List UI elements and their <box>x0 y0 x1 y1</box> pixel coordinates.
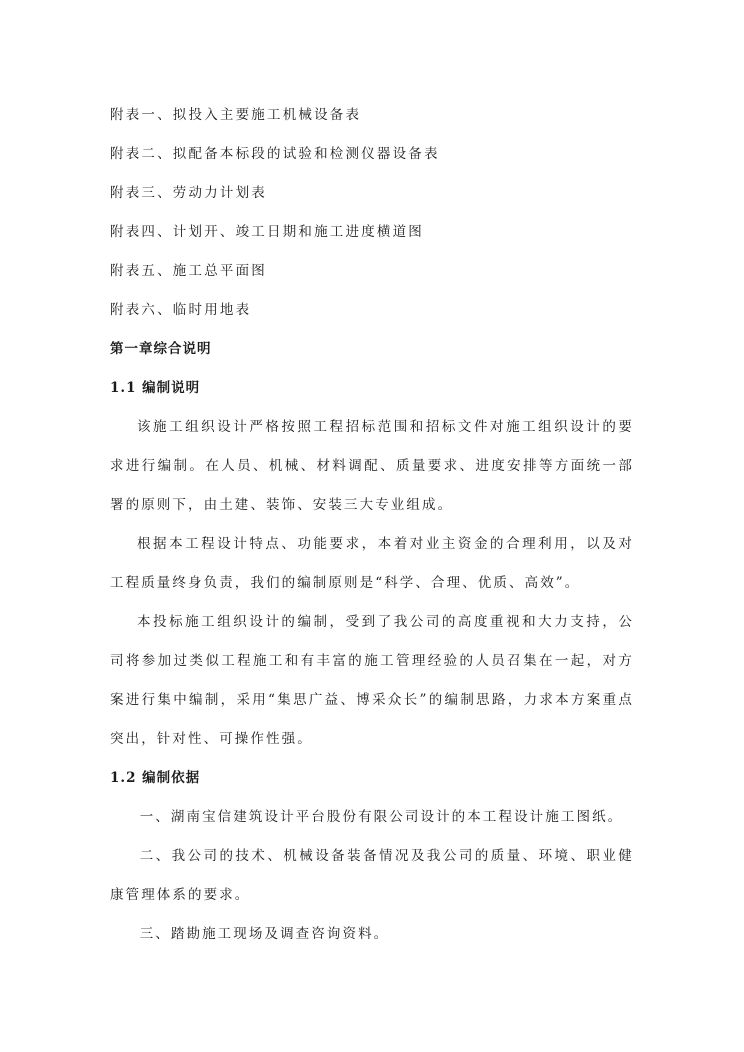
appendix-item-5: 附表五、施工总平面图 <box>110 263 267 279</box>
section-1-1-paragraph-1: 该施工组织设计严格按照工程招标范围和招标文件对施工组织设计的要求进行编制。在人员、机械、材料调配、质量要求、进度安排等方面统一部署的原则下，由土建、装饰、安装三大专业组成。 <box>110 419 634 513</box>
appendix-item-1: 附表一、拟投入主要施工机械设备表 <box>110 107 362 123</box>
appendix-item-3: 附表三、劳动力计划表 <box>110 185 267 201</box>
basis-item-2: 二、我公司的技术、机械设备装备情况及我公司的质量、环境、职业健康管理体系的要求。 <box>110 848 634 903</box>
appendix-item-4: 附表四、计划开、竣工日期和施工进度横道图 <box>110 224 424 240</box>
section-1-1-paragraph-3: 本投标施工组织设计的编制，受到了我公司的高度重视和大力支持，公司将参加过类似工程施工和有丰富的施工管理经验的人员召集在一起，对方案进行集中编制，采用“集思广益、博采众长”的编制思路，力求本方案重点突出，针对性、可操作性强。 <box>110 614 634 747</box>
document-page <box>110 96 634 954</box>
section-1-2-title: 1.2 编制依据 <box>110 770 201 786</box>
basis-item-1: 一、湖南宝信建筑设计平台股份有限公司设计的本工程设计施工图纸。 <box>139 809 624 825</box>
appendix-item-6: 附表六、临时用地表 <box>110 302 252 318</box>
section-1-1-title: 1.1 编制说明 <box>110 380 201 396</box>
basis-item-3: 三、踏勘施工现场及调查咨询资料。 <box>139 926 390 942</box>
appendix-item-2: 附表二、拟配备本标段的试验和检测仪器设备表 <box>110 146 440 162</box>
section-1-1-paragraph-2: 根据本工程设计特点、功能要求，本着对业主资金的合理利用，以及对工程质量终身负责，我们的编制原则是“科学、合理、优质、高效”。 <box>110 536 634 591</box>
chapter-title: 第一章综合说明 <box>110 341 212 357</box>
